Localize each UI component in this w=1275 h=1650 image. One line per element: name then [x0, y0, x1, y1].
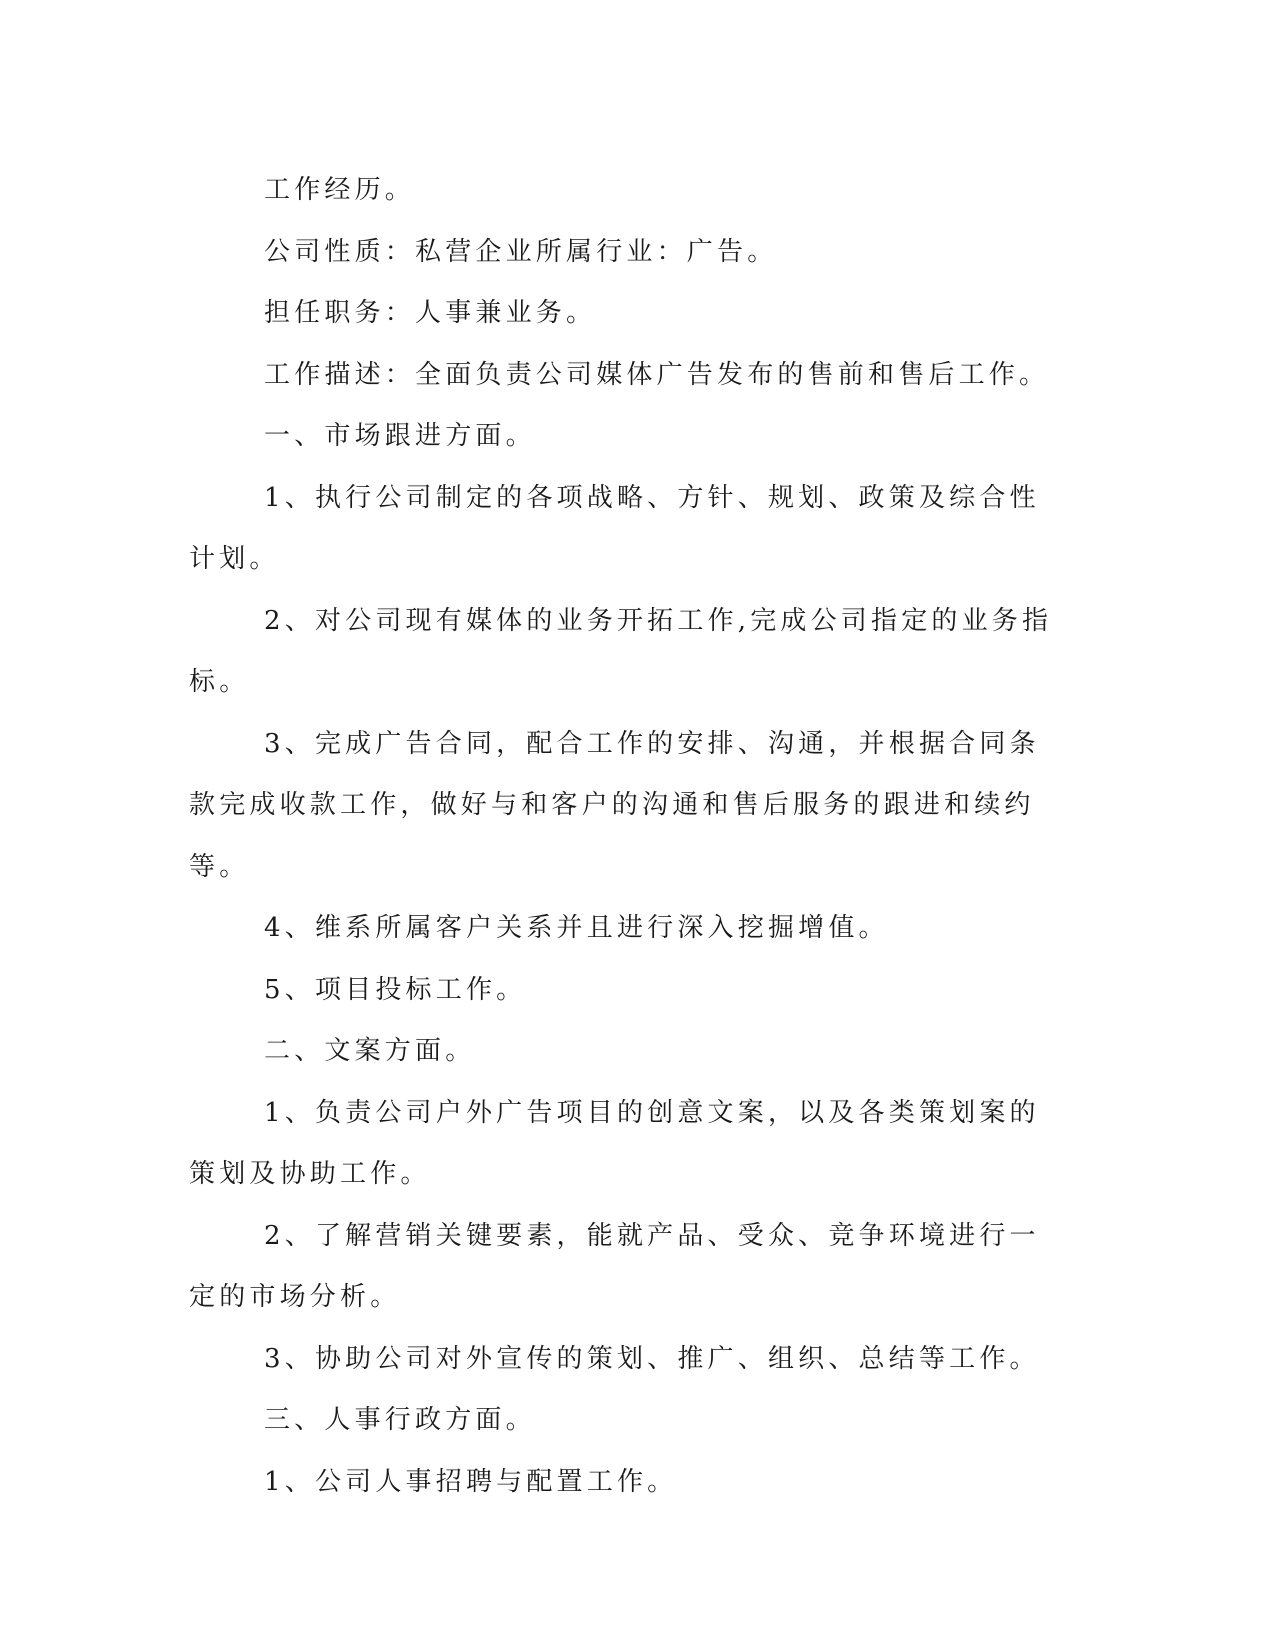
list-item: 1、公司人事招聘与配置工作。 [264, 1466, 678, 1497]
subsection-heading-market: 一、市场跟进方面。 [264, 421, 536, 451]
subsection-heading-copywriting: 二、文案方面。 [264, 1036, 476, 1066]
list-item: 3、协助公司对外宣传的策划、推广、组织、总结等工作。 [264, 1343, 1040, 1374]
list-item: 2、了解营销关键要素，能就产品、受众、竞争环境进行一定的市场分析。 [189, 1220, 1040, 1312]
list-item: 3、完成广告合同，配合工作的安排、沟通，并根据合同条款完成收款工作，做好与和客户的沟通和售后服务的跟进和续约等。 [189, 728, 1040, 882]
list-item: 5、项目投标工作。 [264, 974, 527, 1005]
list-item: 2、对公司现有媒体的业务开拓工作,完成公司指定的业务指标。 [189, 605, 1053, 697]
job-description: 工作描述：全面负责公司媒体广告发布的售前和售后工作。 [264, 359, 1050, 390]
document-body [189, 160, 1063, 1513]
list-item: 4、维系所属客户关系并且进行深入挖掘增值。 [264, 913, 889, 943]
position-info: 担任职务：人事兼业务。 [264, 298, 597, 328]
list-item: 1、负责公司户外广告项目的创意文案，以及各类策划案的策划及协助工作。 [189, 1097, 1040, 1189]
company-info: 公司性质：私营企业所属行业：广告。 [264, 236, 778, 267]
subsection-heading-hr: 三、人事行政方面。 [264, 1405, 536, 1435]
section-heading: 工作经历。 [264, 175, 416, 205]
list-item: 1、执行公司制定的各项战略、方针、规划、政策及综合性计划。 [189, 482, 1040, 574]
